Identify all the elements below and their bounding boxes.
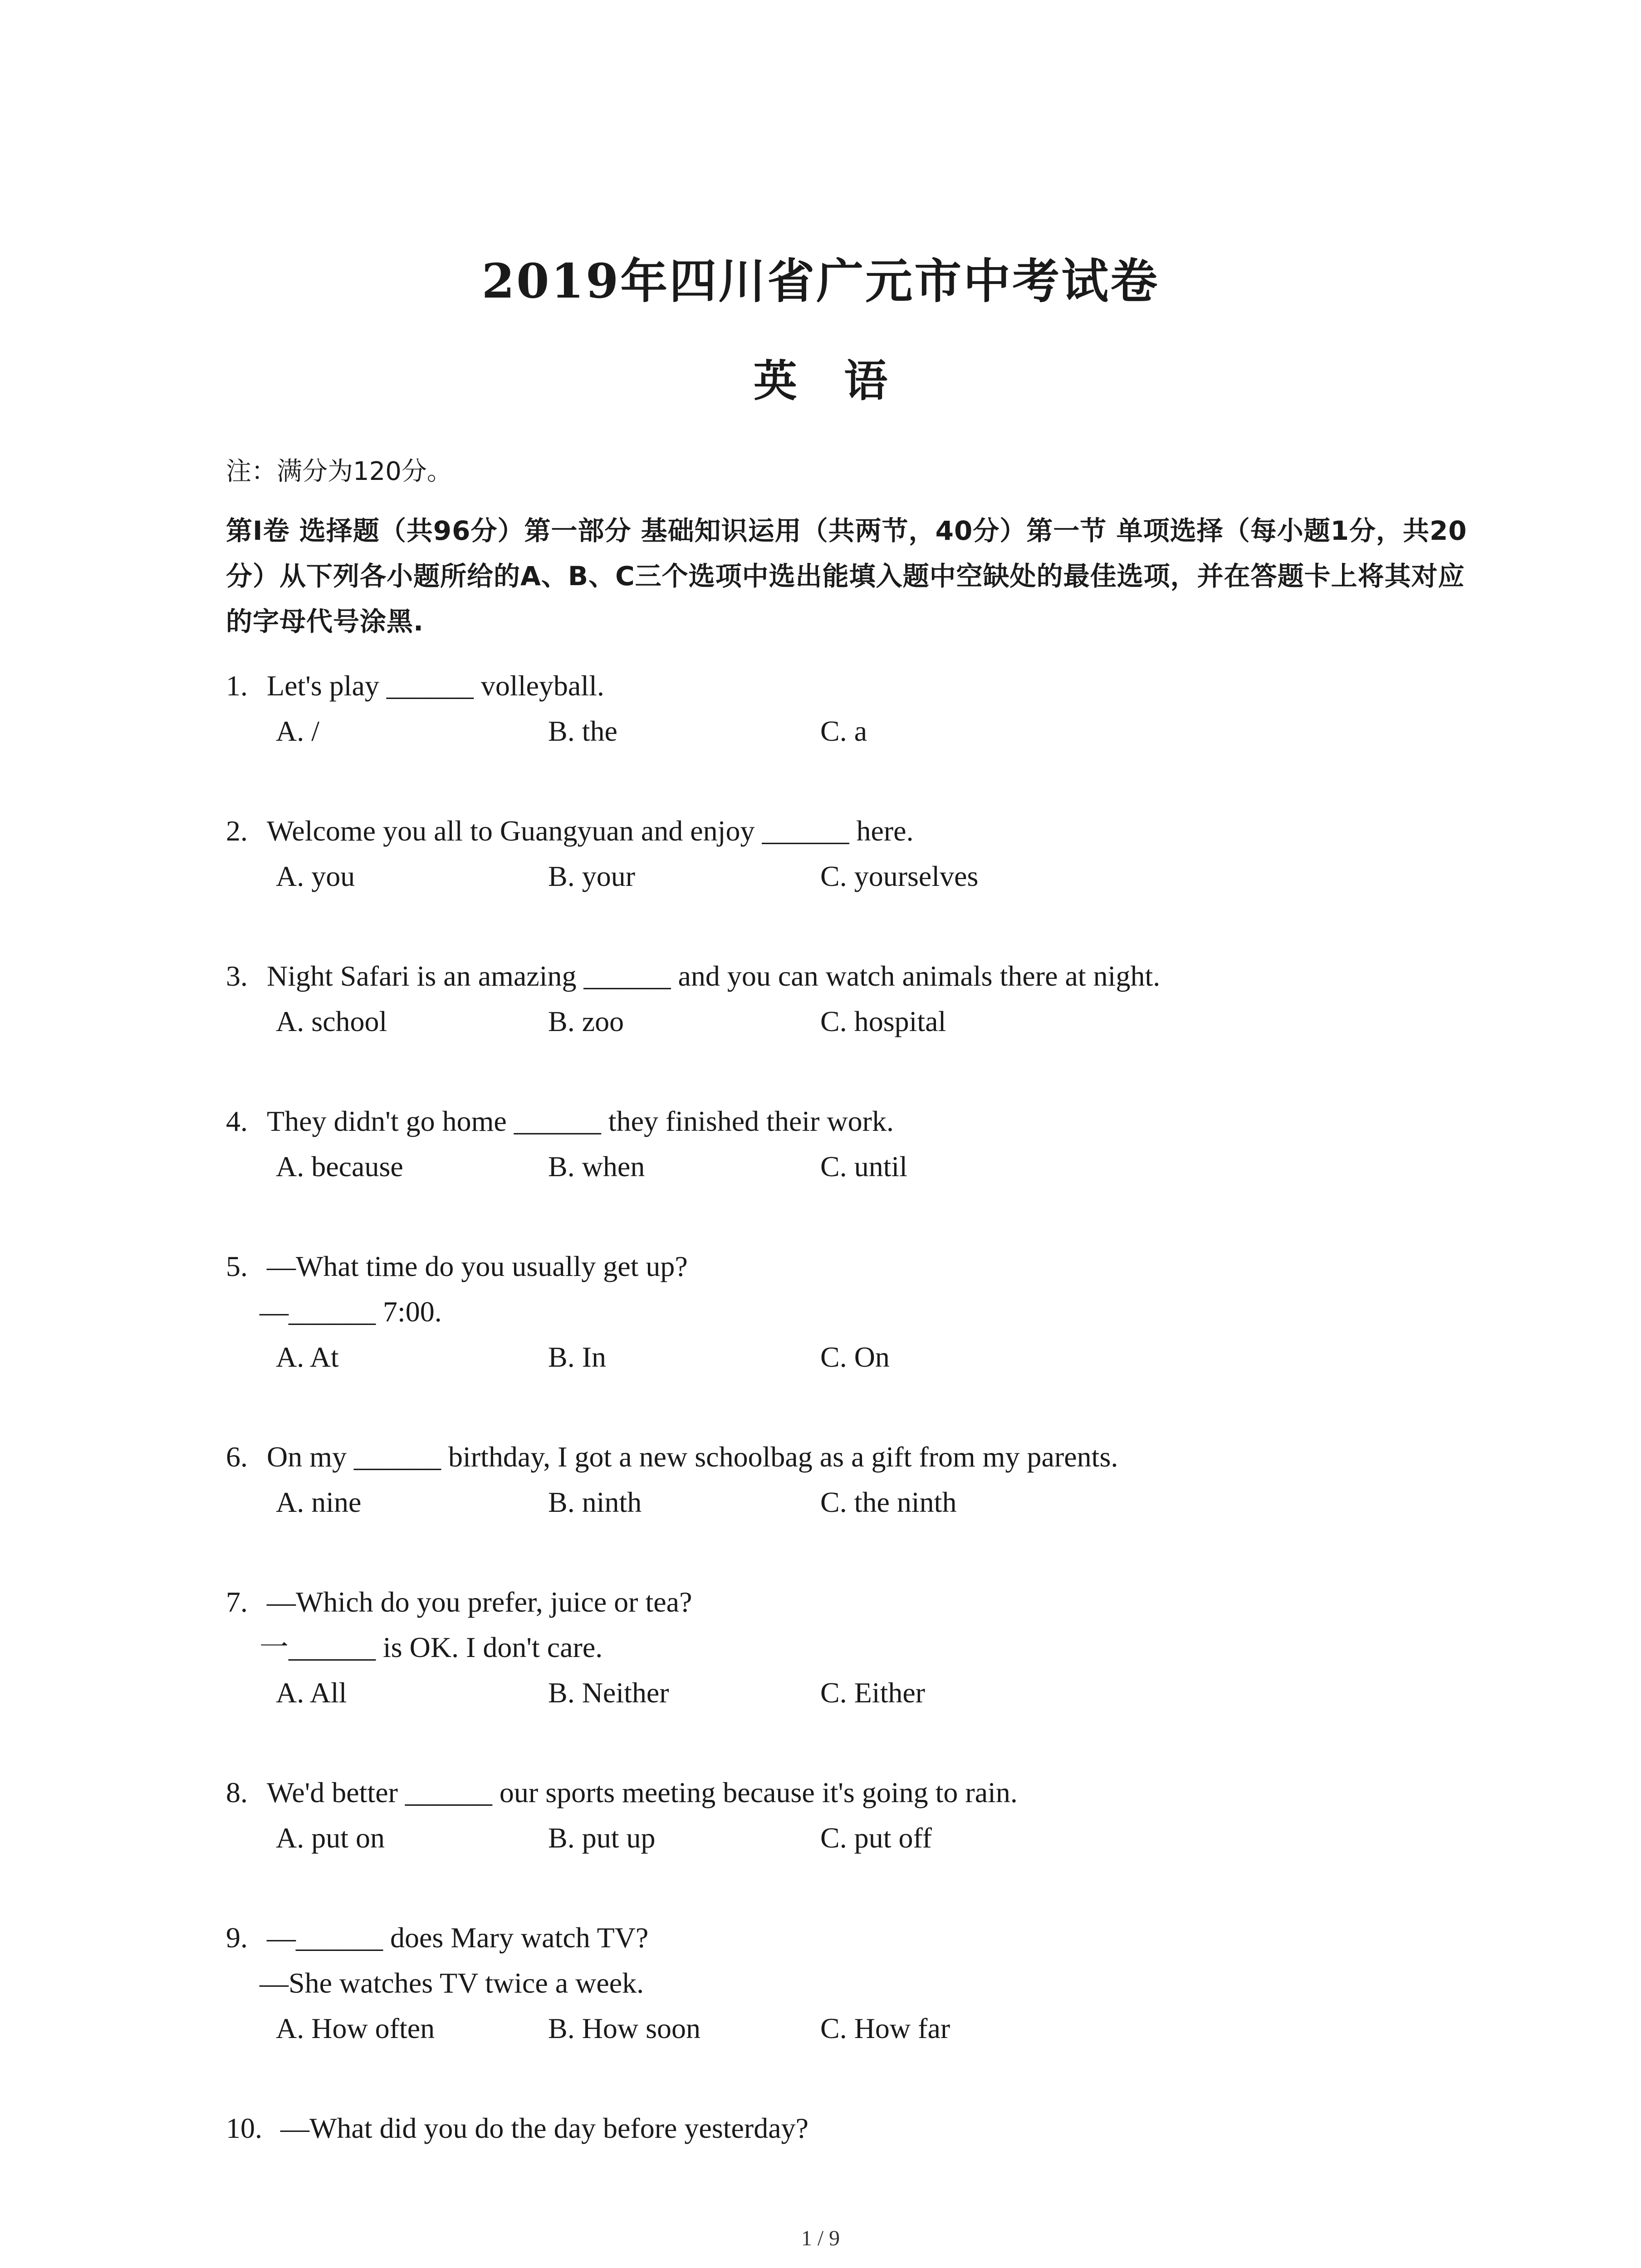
question-stem: Welcome you all to Guangyuan and enjoy ______ here. xyxy=(267,815,914,847)
option-b: B. put up xyxy=(548,1822,656,1854)
option-a: A. All xyxy=(276,1677,347,1709)
option-c: C. a xyxy=(820,715,867,747)
question-stem: —______ does Mary watch TV? xyxy=(267,1921,649,1954)
option-b: B. In xyxy=(548,1341,606,1373)
option-c: C. On xyxy=(820,1341,890,1373)
option-a: A. nine xyxy=(276,1486,362,1518)
option-a: A. At xyxy=(276,1341,339,1373)
option-c: C. How far xyxy=(820,2012,950,2044)
question-number: 3. xyxy=(226,960,248,992)
question-number: 1. xyxy=(226,670,248,702)
option-a: A. you xyxy=(276,860,355,892)
option-b: B. your xyxy=(548,860,635,892)
question-number: 6. xyxy=(226,1441,248,1473)
page-title: 2019年四川省广元市中考试卷 xyxy=(481,253,1160,309)
question-stem: Night Safari is an amazing ______ and you can watch animals there at night. xyxy=(267,960,1161,992)
section-instructions: 第Ⅰ卷 选择题（共96分）第一部分 基础知识运用（共两节，40分）第一节 单项选择（每小题1分，共20分）从下列各小题所给的A、B、C三个选项中选出能填入题中空缺处的最佳选项，并在答题卡上将其对应的字母代号涂黑. xyxy=(226,515,1467,637)
option-c: C. until xyxy=(820,1150,908,1183)
option-c: C. hospital xyxy=(820,1005,946,1037)
option-b: B. the xyxy=(548,715,617,747)
option-c: C. put off xyxy=(820,1822,932,1854)
option-b: B. when xyxy=(548,1150,645,1183)
question-number: 9. xyxy=(226,1921,248,1954)
option-b: B. ninth xyxy=(548,1486,642,1518)
question-number: 2. xyxy=(226,815,248,847)
question-stem: Let's play ______ volleyball. xyxy=(267,670,604,702)
question-number: 7. xyxy=(226,1586,248,1618)
option-c: C. Either xyxy=(820,1677,926,1709)
option-c: C. yourselves xyxy=(820,860,979,892)
question-stem: —What did you do the day before yesterday? xyxy=(280,2112,809,2144)
page-number: 1 / 9 xyxy=(801,2226,840,2250)
option-a: A. school xyxy=(276,1005,387,1037)
page-subtitle: 英 语 xyxy=(753,355,888,406)
question-stem: We'd better ______ our sports meeting because it's going to rain. xyxy=(267,1776,1018,1809)
question-number: 10. xyxy=(226,2112,262,2144)
option-a: A. put on xyxy=(276,1822,385,1854)
question-stem: —Which do you prefer, juice or tea? xyxy=(267,1586,692,1618)
question-number: 8. xyxy=(226,1776,248,1809)
option-b: B. Neither xyxy=(548,1677,669,1709)
question-number: 5. xyxy=(226,1250,248,1282)
option-a: A. / xyxy=(276,715,319,747)
option-b: B. How soon xyxy=(548,2012,701,2044)
option-a: A. because xyxy=(276,1150,403,1183)
option-b: B. zoo xyxy=(548,1005,624,1037)
question-reply: —______ 7:00. xyxy=(260,1295,442,1328)
question-stem: They didn't go home ______ they finished their work. xyxy=(267,1105,894,1137)
question-number: 4. xyxy=(226,1105,248,1137)
option-c: C. the ninth xyxy=(820,1486,957,1518)
question-reply: 一______ is OK. I don't care. xyxy=(260,1631,603,1663)
question-reply: —She watches TV twice a week. xyxy=(260,1967,644,1999)
option-a: A. How often xyxy=(276,2012,435,2044)
question-stem: On my ______ birthday, I got a new schoolbag as a gift from my parents. xyxy=(267,1441,1118,1473)
question-stem: —What time do you usually get up? xyxy=(267,1250,688,1282)
score-note: 注：满分为120分。 xyxy=(226,457,452,486)
